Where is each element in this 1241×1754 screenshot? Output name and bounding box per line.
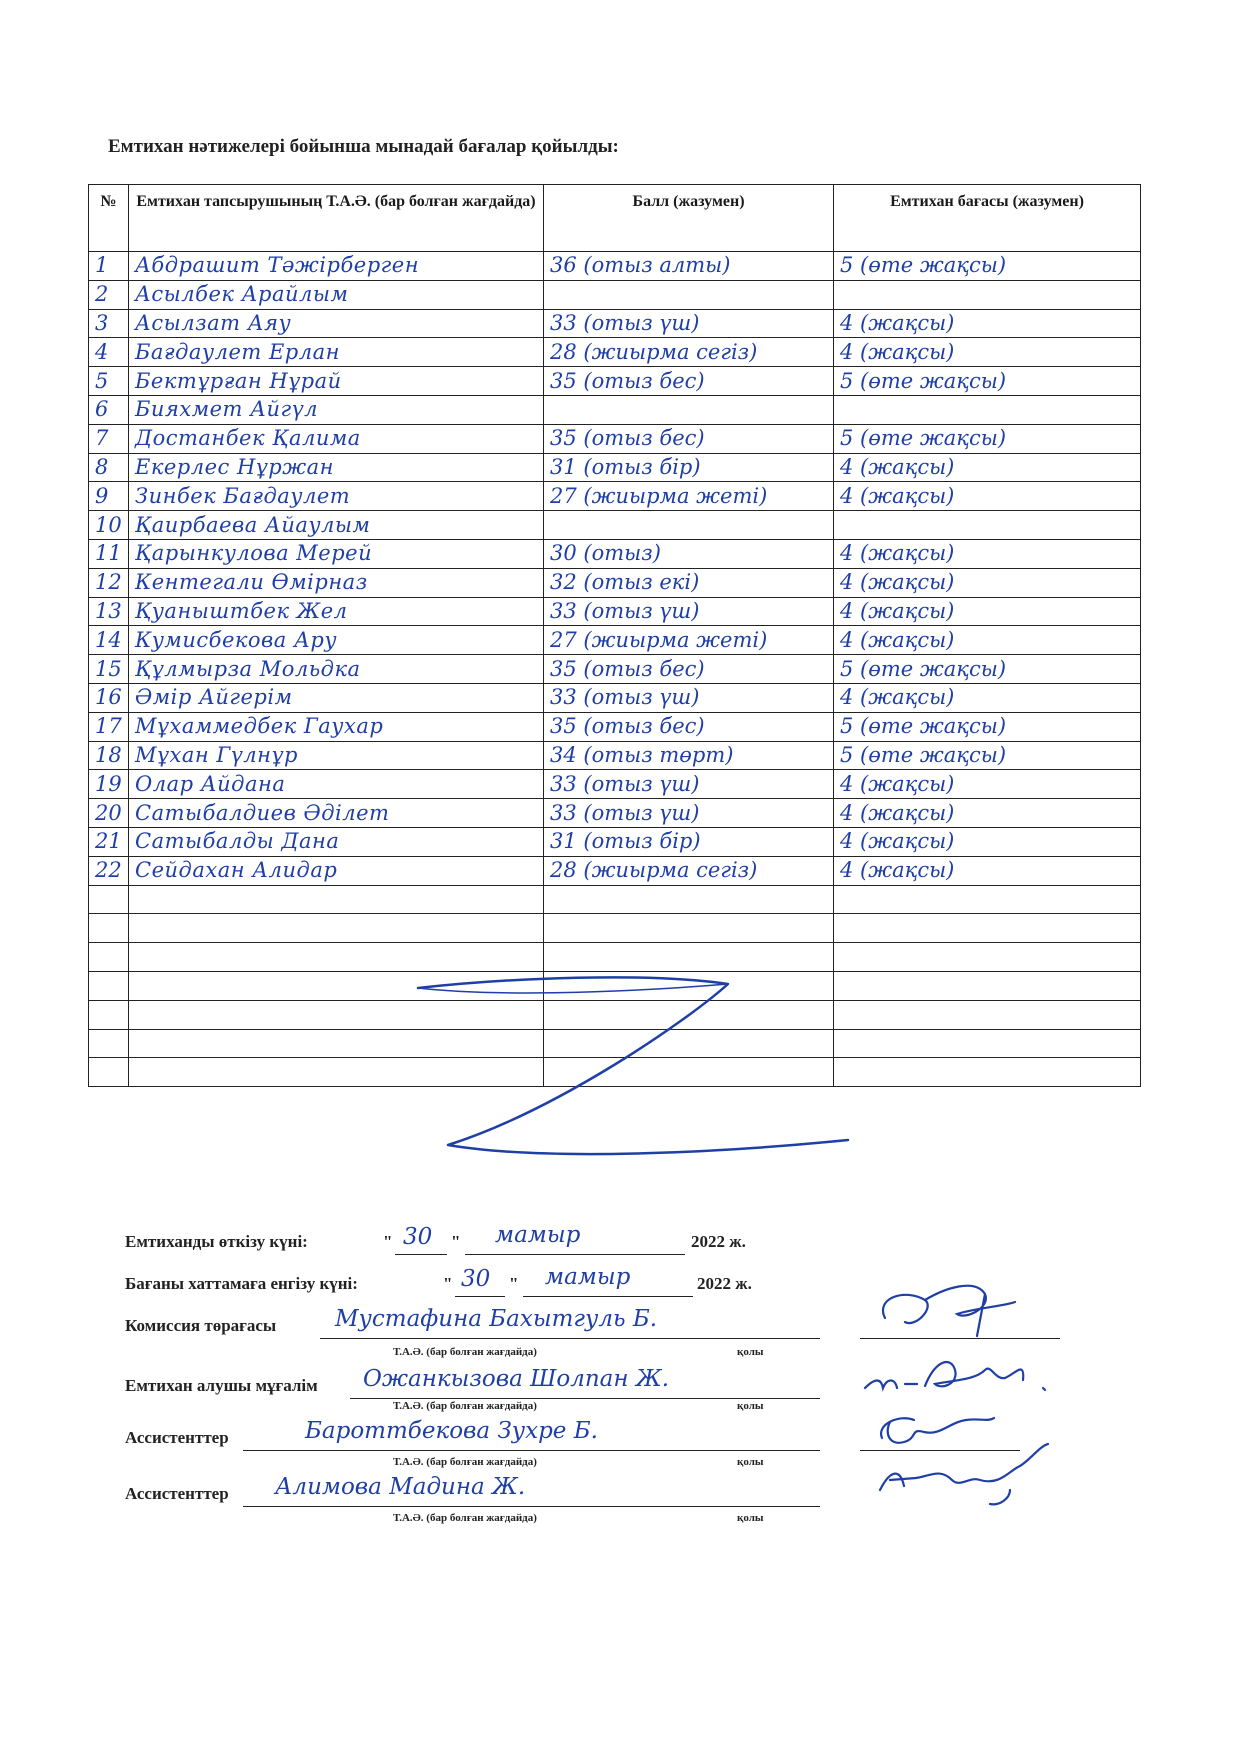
row-ball: 28 (жиырма сегіз) — [544, 856, 834, 885]
row-fio: Зинбек Бағдаулет — [129, 482, 544, 511]
row-grade: 4 (жақсы) — [834, 482, 1141, 511]
row-ball: 35 (отыз бес) — [544, 655, 834, 684]
row-fio: Сатыбалдиев Әділет — [129, 799, 544, 828]
assistant2-label: Ассистенттер — [125, 1484, 229, 1503]
row-fio: Кентегали Өмірназ — [129, 568, 544, 597]
row-grade: 5 (өте жақсы) — [834, 712, 1141, 741]
row-ball: 35 (отыз бес) — [544, 367, 834, 396]
table-row — [89, 511, 1141, 540]
row-ball: 30 (отыз) — [544, 539, 834, 568]
row-num: 6 — [89, 395, 129, 424]
row-ball: 27 (жиырма жеті) — [544, 626, 834, 655]
row-fio: Мұхан Гүлнұр — [129, 741, 544, 770]
row-fio: Достанбек Қалима — [129, 424, 544, 453]
assistant2-row — [125, 1474, 1085, 1530]
chair-sign-caption: қолы — [737, 1346, 764, 1358]
table-row — [89, 309, 1141, 338]
teacher-signature — [855, 1350, 1055, 1402]
row-grade: 4 (жақсы) — [834, 827, 1141, 856]
teacher-fio-caption: Т.А.Ә. (бар болған жағдайда) — [393, 1400, 537, 1412]
row-grade: 4 (жақсы) — [834, 597, 1141, 626]
row-ball: 33 (отыз үш) — [544, 597, 834, 626]
row-grade: 5 (өте жақсы) — [834, 424, 1141, 453]
assistant2-signature — [860, 1440, 1060, 1510]
row-fio: Бияхмет Айгүл — [129, 395, 544, 424]
table-row — [89, 252, 1141, 281]
row-num: 2 — [89, 280, 129, 309]
row-ball: 28 (жиырма сегіз) — [544, 338, 834, 367]
empty-table-row — [89, 1029, 1141, 1058]
exam-date-label: Емтиханды өткізу күні: — [125, 1232, 308, 1251]
row-ball: 35 (отыз бес) — [544, 424, 834, 453]
table-row — [89, 367, 1141, 396]
row-grade: 5 (өте жақсы) — [834, 252, 1141, 281]
assistant1-fio-caption: Т.А.Ә. (бар болған жағдайда) — [393, 1456, 537, 1468]
row-num: 1 — [89, 252, 129, 281]
assistant1-sign-caption: қолы — [737, 1456, 764, 1468]
row-fio: Қарынкулова Мерей — [129, 539, 544, 568]
row-num: 14 — [89, 626, 129, 655]
row-grade: 4 (жақсы) — [834, 683, 1141, 712]
row-fio: Әмір Айгерім — [129, 683, 544, 712]
row-num: 8 — [89, 453, 129, 482]
row-num: 11 — [89, 539, 129, 568]
results-heading: Емтихан нәтижелері бойынша мынадай бағалар қойылды: — [108, 136, 619, 157]
grades-table-body — [89, 252, 1141, 1087]
row-ball: 32 (отыз екі) — [544, 568, 834, 597]
empty-table-row — [89, 971, 1141, 1000]
row-num: 17 — [89, 712, 129, 741]
header-grade: Емтихан бағасы (жазумен) — [834, 185, 1141, 252]
table-row — [89, 741, 1141, 770]
exam-month: мамыр — [495, 1222, 581, 1248]
row-ball: 31 (отыз бір) — [544, 453, 834, 482]
row-num: 5 — [89, 367, 129, 396]
table-row — [89, 539, 1141, 568]
row-grade — [834, 395, 1141, 424]
table-row — [89, 568, 1141, 597]
teacher-name: Ожанкызова Шолпан Ж. — [363, 1366, 670, 1392]
row-num: 4 — [89, 338, 129, 367]
assistant2-sign-caption: қолы — [737, 1512, 764, 1524]
row-num: 12 — [89, 568, 129, 597]
row-num: 13 — [89, 597, 129, 626]
entry-date-label: Бағаны хаттамаға енгізу күні: — [125, 1274, 358, 1293]
table-row — [89, 453, 1141, 482]
row-num: 7 — [89, 424, 129, 453]
row-grade: 4 (жақсы) — [834, 799, 1141, 828]
row-grade: 4 (жақсы) — [834, 626, 1141, 655]
table-row — [89, 827, 1141, 856]
empty-table-row — [89, 885, 1141, 914]
teacher-sign-caption: қолы — [737, 1400, 764, 1412]
empty-table-row — [89, 943, 1141, 972]
row-num: 3 — [89, 309, 129, 338]
row-fio: Қаирбаева Айаулым — [129, 511, 544, 540]
row-num: 18 — [89, 741, 129, 770]
row-grade: 4 (жақсы) — [834, 770, 1141, 799]
row-grade: 4 (жақсы) — [834, 539, 1141, 568]
row-ball — [544, 395, 834, 424]
signature-section — [125, 1222, 1085, 1530]
row-grade: 4 (жақсы) — [834, 309, 1141, 338]
row-fio: Сатыбалды Дана — [129, 827, 544, 856]
assistant1-name: Бароттбекова Зухре Б. — [305, 1418, 598, 1444]
row-ball: 33 (отыз үш) — [544, 683, 834, 712]
table-row — [89, 482, 1141, 511]
row-fio: Абдрашит Тәжірберген — [129, 252, 544, 281]
row-num: 19 — [89, 770, 129, 799]
table-header-row — [89, 185, 1141, 252]
row-fio: Асылзат Аяу — [129, 309, 544, 338]
row-num: 16 — [89, 683, 129, 712]
row-grade — [834, 280, 1141, 309]
row-fio: Құлмырза Мольдка — [129, 655, 544, 684]
row-grade: 5 (өте жақсы) — [834, 655, 1141, 684]
assistant1-label: Ассистенттер — [125, 1428, 229, 1447]
row-ball: 27 (жиырма жеті) — [544, 482, 834, 511]
row-ball: 33 (отыз үш) — [544, 309, 834, 338]
table-row — [89, 424, 1141, 453]
table-row — [89, 395, 1141, 424]
row-ball: 33 (отыз үш) — [544, 799, 834, 828]
row-grade: 4 (жақсы) — [834, 568, 1141, 597]
empty-table-row — [89, 914, 1141, 943]
header-ball: Балл (жазумен) — [544, 185, 834, 252]
quote-close: " — [451, 1232, 461, 1251]
assistant2-name: Алимова Мадина Ж. — [275, 1474, 526, 1500]
row-fio: Екерлес Нұржан — [129, 453, 544, 482]
row-fio: Сейдахан Алидар — [129, 856, 544, 885]
row-fio: Бағдаулет Ерлан — [129, 338, 544, 367]
table-row — [89, 280, 1141, 309]
row-grade: 5 (өте жақсы) — [834, 741, 1141, 770]
row-fio: Мұхаммедбек Гаухар — [129, 712, 544, 741]
chair-label: Комиссия төрағасы — [125, 1316, 277, 1335]
table-row — [89, 683, 1141, 712]
row-grade: 4 (жақсы) — [834, 856, 1141, 885]
row-fio: Бектұрған Нұрай — [129, 367, 544, 396]
table-row — [89, 338, 1141, 367]
row-fio: Асылбек Арайлым — [129, 280, 544, 309]
table-row — [89, 712, 1141, 741]
table-row — [89, 799, 1141, 828]
header-fio: Емтихан тапсырушының Т.А.Ә. (бар болған жағдайда) — [129, 185, 544, 252]
entry-day: 30 — [461, 1266, 491, 1292]
assistant2-fio-caption: Т.А.Ә. (бар болған жағдайда) — [393, 1512, 537, 1524]
row-num: 21 — [89, 827, 129, 856]
row-fio: Кумисбекова Ару — [129, 626, 544, 655]
chair-fio-caption: Т.А.Ә. (бар болған жағдайда) — [393, 1346, 537, 1358]
quote-close: " — [509, 1274, 519, 1293]
row-ball: 33 (отыз үш) — [544, 770, 834, 799]
table-row — [89, 856, 1141, 885]
quote-open: " — [443, 1274, 453, 1293]
chair-name: Мустафина Бахытгуль Б. — [335, 1306, 658, 1332]
grades-table — [88, 184, 1141, 1087]
row-num: 9 — [89, 482, 129, 511]
empty-table-row — [89, 1058, 1141, 1087]
exam-year: 2022 ж. — [691, 1232, 746, 1251]
row-ball: 36 (отыз алты) — [544, 252, 834, 281]
row-grade: 4 (жақсы) — [834, 453, 1141, 482]
table-row — [89, 626, 1141, 655]
row-num: 10 — [89, 511, 129, 540]
table-row — [89, 597, 1141, 626]
row-grade — [834, 511, 1141, 540]
empty-table-row — [89, 1000, 1141, 1029]
row-ball: 35 (отыз бес) — [544, 712, 834, 741]
row-num: 20 — [89, 799, 129, 828]
exam-date-row — [125, 1222, 1085, 1264]
row-fio: Олар Айдана — [129, 770, 544, 799]
header-num: № — [89, 185, 129, 252]
entry-month: мамыр — [545, 1264, 631, 1290]
row-grade: 4 (жақсы) — [834, 338, 1141, 367]
exam-day: 30 — [403, 1224, 433, 1250]
row-ball: 34 (отыз төрт) — [544, 741, 834, 770]
row-fio: Қуаныштбек Жел — [129, 597, 544, 626]
row-num: 22 — [89, 856, 129, 885]
chair-signature — [865, 1278, 1045, 1342]
row-ball — [544, 280, 834, 309]
table-row — [89, 655, 1141, 684]
teacher-label: Емтихан алушы мұғалім — [125, 1376, 318, 1395]
entry-year: 2022 ж. — [697, 1274, 752, 1293]
quote-open: " — [383, 1232, 393, 1251]
table-row — [89, 770, 1141, 799]
row-ball — [544, 511, 834, 540]
row-num: 15 — [89, 655, 129, 684]
row-grade: 5 (өте жақсы) — [834, 367, 1141, 396]
row-ball: 31 (отыз бір) — [544, 827, 834, 856]
